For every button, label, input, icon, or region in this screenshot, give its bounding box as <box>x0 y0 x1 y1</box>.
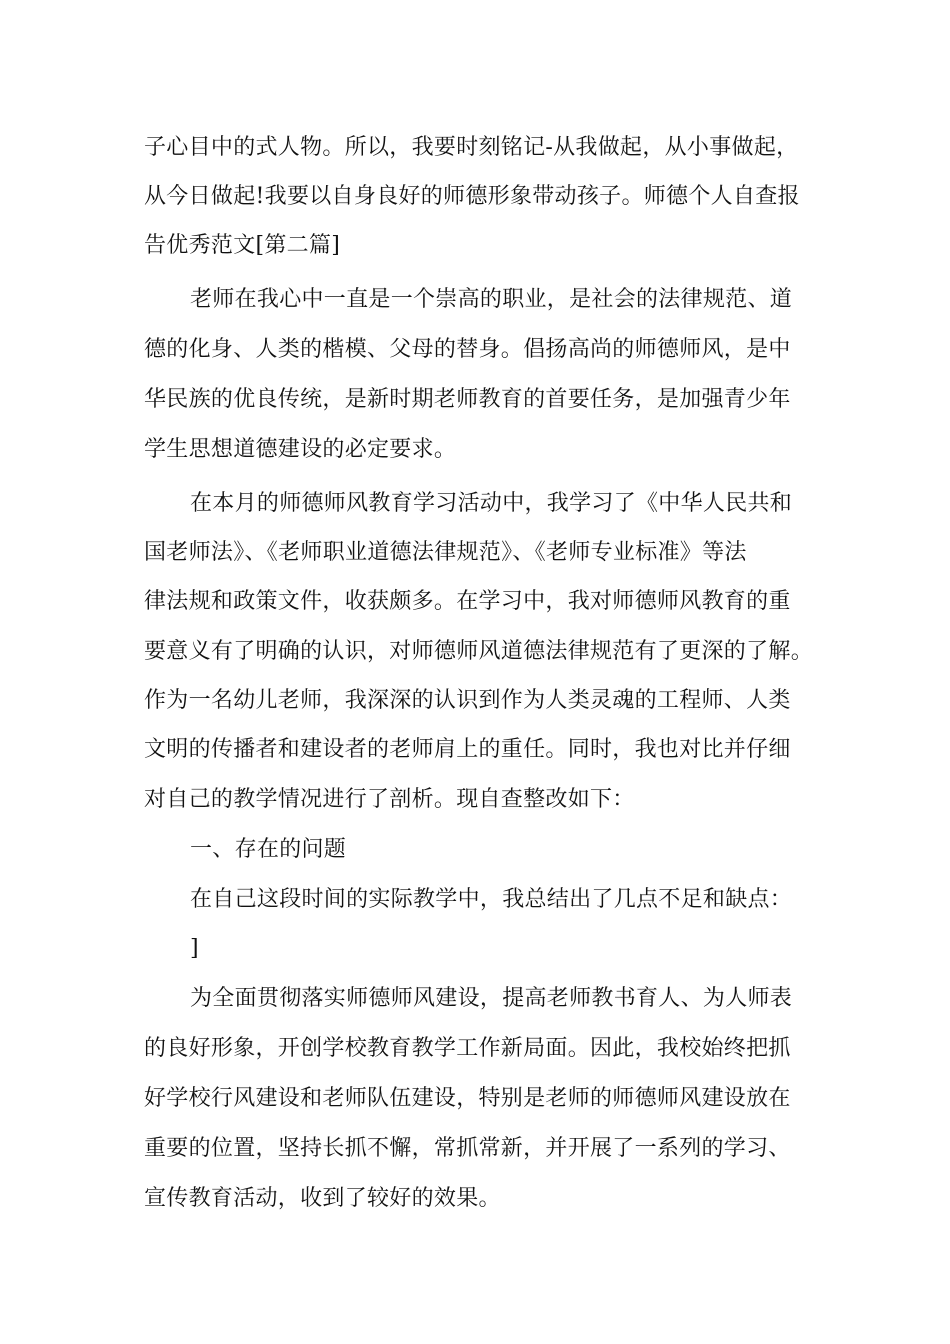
text-line: 作为一名幼儿老师，我深深的认识到作为人类灵魂的工程师、人类 <box>144 688 791 713</box>
text-line: 华民族的优良传统，是新时期老师教育的首要任务，是加强青少年 <box>144 387 791 412</box>
text-line: 好学校行风建设和老师队伍建设，特别是老师的师德师风建设放在 <box>144 1086 791 1111</box>
section-heading: 一、存在的问题 <box>190 837 347 862</box>
text-line: 德的化身、人类的楷模、父母的替身。倡扬高尚的师德师风，是中 <box>144 337 791 362</box>
text-line: 国老师法》、《老师职业道德法律规范》、《老师专业标准》等法 <box>144 540 747 565</box>
text-line: 老师在我心中一直是一个崇高的职业，是社会的法律规范、道 <box>190 287 793 312</box>
text-line: 律法规和政策文件，收获颇多。在学习中，我对师德师风教育的重 <box>144 589 791 614</box>
text-line: 对自己的教学情况进行了剖析。现自查整改如下： <box>144 787 635 812</box>
text-line: 的良好形象，开创学校教育教学工作新局面。因此，我校始终把抓 <box>144 1036 791 1061</box>
text-line: 在自己这段时间的实际教学中，我总结出了几点不足和缺点： <box>190 887 793 912</box>
text-line: 学生思想道德建设的必定要求。 <box>144 437 457 462</box>
text-line: 在本月的师德师风教育学习活动中，我学习了《中华人民共和 <box>190 491 793 516</box>
text-line: 从今日做起!我要以自身良好的师德形象带动孩子。师德个人自查报 <box>144 184 800 209</box>
text-line: ] <box>190 936 199 961</box>
text-line: 要意义有了明确的认识，对师德师风道德法律规范有了更深的了解。 <box>144 639 814 664</box>
text-line: 为全面贯彻落实师德师风建设，提高老师教书育人、为人师表 <box>190 986 793 1011</box>
text-line: 重要的位置，坚持长抓不懈，常抓常新，并开展了一系列的学习、 <box>144 1136 791 1161</box>
text-line: 文明的传播者和建设者的老师肩上的重任。同时，我也对比并仔细 <box>144 737 791 762</box>
text-line: 告优秀范文[第二篇] <box>144 233 341 258</box>
text-line: 宣传教育活动，收到了较好的效果。 <box>144 1186 501 1211</box>
text-line: 子心目中的式人物。所以，我要时刻铭记-从我做起，从小事做起， <box>144 135 799 160</box>
